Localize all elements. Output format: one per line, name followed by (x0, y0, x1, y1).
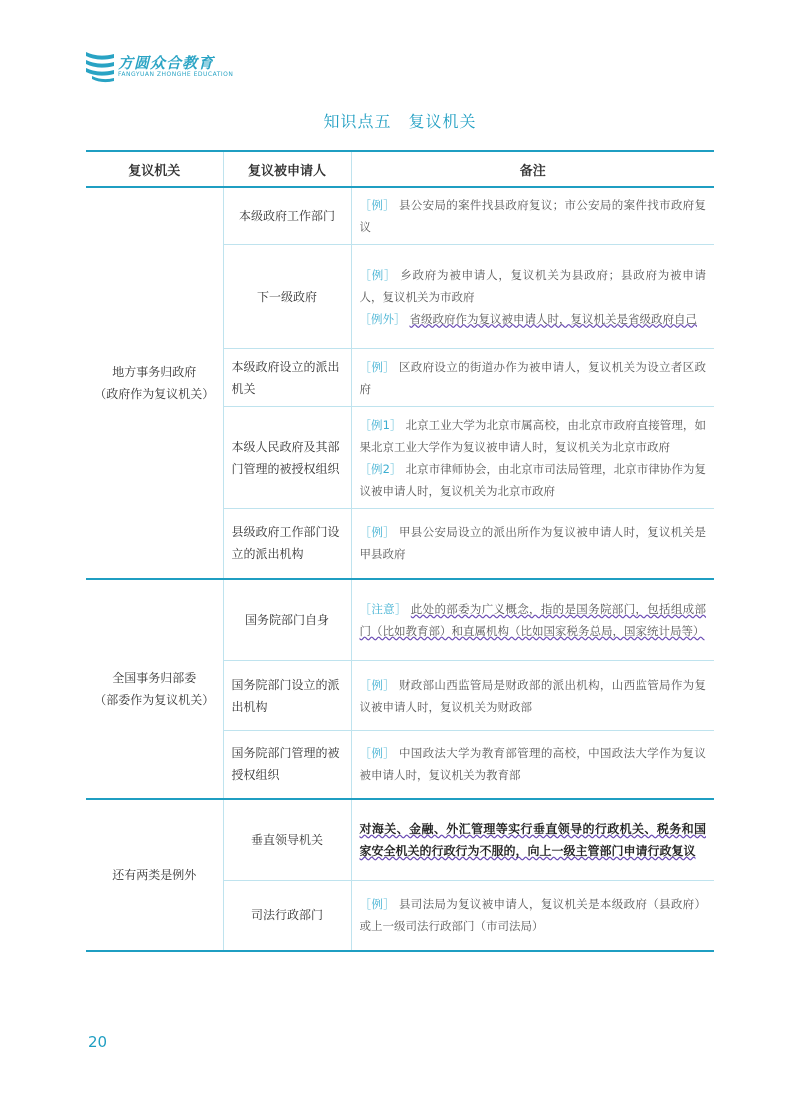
group-org-exceptions (86, 799, 223, 951)
table-row (86, 579, 714, 661)
group-org-label: 地方事务归政府 （政府作为复议机关） (94, 364, 215, 401)
page-number: 20 (88, 1033, 108, 1051)
remark-tag: ［例］ (359, 198, 395, 212)
respondent-cell: 国务院部门管理的被授权组织 (223, 731, 351, 799)
respondent-cell: 县级政府工作部门设立的派出机构 (223, 509, 351, 579)
table-row (86, 187, 714, 245)
remark-text: 北京工业大学为北京市属高校，由北京市政府直接管理，如果北京工业大学作为复议被申请人时，复议机关为北京市政府 (359, 417, 706, 454)
group-org-label: 还有两类是例外 (112, 867, 197, 882)
logo-subtitle: FANGYUAN ZHONGHE EDUCATION (118, 71, 234, 78)
remark-tag: ［例］ (359, 267, 397, 282)
remark-cell (351, 661, 714, 731)
remark-cell (351, 407, 714, 509)
remark-text: 省级政府作为复议被申请人时，复议机关是省级政府自己 (409, 311, 697, 326)
remark-text: 此处的部委为广义概念，指的是国务院部门，包括组成部门（比如教育部）和直属机构（比如国家税务总局，国家统计局等） (359, 601, 707, 638)
review-authority-table (86, 150, 714, 952)
remark-cell (351, 245, 714, 349)
remark-text: 中国政法大学为教育部管理的高校，中国政法大学作为复议被申请人时，复议机关为教育部 (359, 746, 707, 783)
remark-tag: ［例］ (359, 525, 395, 540)
respondent-cell: 本级人民政府及其部门管理的被授权组织 (223, 407, 351, 509)
remark-text: 县公安局的案件找县政府复议；市公安局的案件找市政府复议 (359, 198, 707, 234)
page-title: 知识点五 复议机关 (323, 112, 477, 131)
remark-text: 区政府设立的街道办作为被申请人，复议机关为设立者区政府 (359, 359, 707, 396)
logo-wave-icon (84, 48, 116, 84)
remark-cell (351, 349, 714, 407)
brand-logo (84, 48, 284, 86)
remark-cell (351, 799, 714, 881)
table-header-row (86, 151, 714, 187)
remark-text: 县司法局为复议被申请人，复议机关是本级政府（县政府）或上一级司法行政部门（市司法局） (359, 897, 707, 934)
group-org-national (86, 579, 223, 799)
remark-tag: ［例1］ (359, 417, 402, 432)
respondent-cell: 国务院部门设立的派出机构 (223, 661, 351, 731)
respondent-cell: 司法行政部门 (223, 881, 351, 951)
remark-tag: ［例］ (359, 677, 395, 692)
respondent-cell: 本级政府工作部门 (223, 187, 351, 245)
remark-text: 财政部山西监管局是财政部的派出机构，山西监管局作为复议被申请人时，复议机关为财政部 (359, 677, 707, 714)
respondent-cell: 垂直领导机关 (223, 799, 351, 881)
logo-name: 方圆众合教育 (118, 54, 215, 72)
remark-tag: ［例］ (359, 359, 395, 374)
group-org-local (86, 187, 223, 579)
remark-cell (351, 187, 714, 245)
remark-tag: ［例］ (359, 897, 395, 912)
respondent-cell: 下一级政府 (223, 245, 351, 349)
remark-text: 对海关、金融、外汇管理等实行垂直领导的行政机关、税务和国家安全机关的行政行为不服的，向上一级主管部门申请行政复议 (359, 821, 706, 858)
header-review-authority: 复议机关 (86, 151, 223, 187)
remark-cell (351, 509, 714, 579)
remark-tag: ［例2］ (359, 461, 402, 476)
header-remarks: 备注 (351, 151, 714, 187)
respondent-cell: 国务院部门自身 (223, 579, 351, 661)
header-respondent: 复议被申请人 (223, 151, 351, 187)
remark-tag: ［例］ (359, 746, 395, 761)
remark-text: 北京市律师协会，由北京市司法局管理，北京市律协作为复议被申请人时，复议机关为北京市政府 (359, 461, 706, 498)
respondent-cell: 本级政府设立的派出机关 (223, 349, 351, 407)
remark-cell (351, 731, 714, 799)
table-row (86, 799, 714, 881)
remark-tag: ［例外］ (359, 311, 406, 326)
remark-text: 乡政府为被申请人，复议机关为县政府；县政府为被申请人，复议机关为市政府 (359, 267, 707, 304)
remark-cell (351, 579, 714, 661)
remark-cell (351, 881, 714, 951)
remark-tag: ［注意］ (359, 601, 407, 616)
group-org-label: 全国事务归部委 （部委作为复议机关） (94, 670, 215, 707)
remark-text: 甲县公安局设立的派出所作为复议被申请人时，复议机关是甲县政府 (359, 525, 707, 562)
